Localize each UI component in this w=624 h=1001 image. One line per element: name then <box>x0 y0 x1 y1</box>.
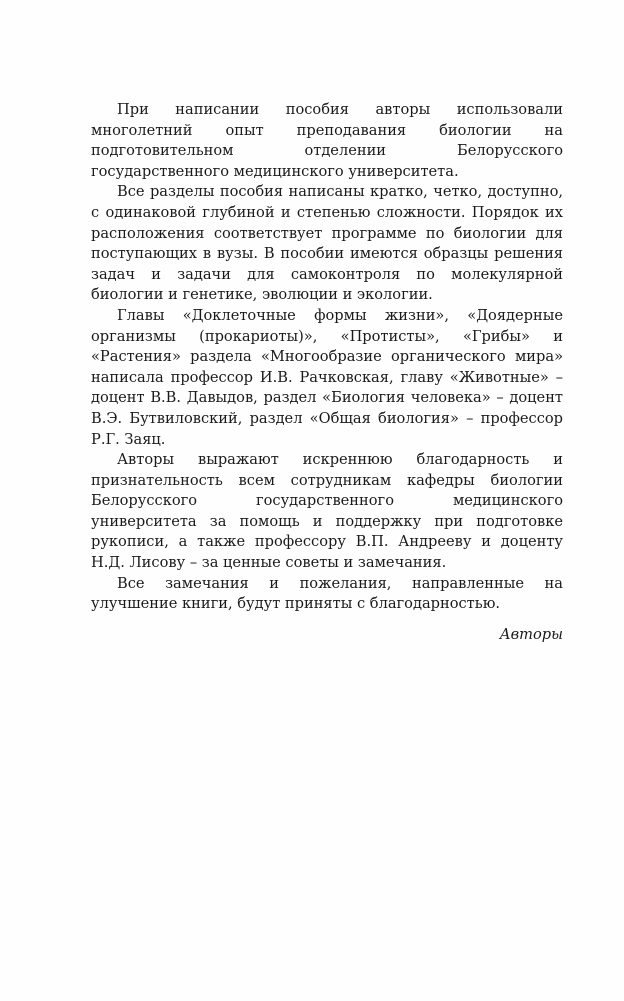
paragraph-feedback: Все замечания и пожелания, направленные на улучшение книги, будут приняты с благодарностью. <box>91 574 563 613</box>
paragraph-sections: Все разделы пособия написаны кратко, четко, доступно, с одинаковой глубиной и степенью сложности. Порядок их расположения соответствует программе по биологии для поступающих в вузы. В пособии имеются образцы решения задач и задачи для самоконтроля по молекулярной биологии и генетике, эволюции и экологии. <box>91 183 563 304</box>
paragraph-authorship: Главы «Доклеточные формы жизни», «Доядерные организмы (прокариоты)», «Протисты», «Грибы» и «Растения» раздела «Многообразие органического мира» написала профессор И.В. Рачковская, главу «Животные» – доцент В.В. Давыдов, раздел «Биология человека» – доцент В.Э. Бутвиловский, раздел «Общая биология» – профессор Р.Г. Заяц. <box>91 306 563 448</box>
preface-text <box>91 100 563 645</box>
authors-signature: Авторы <box>499 625 563 643</box>
paragraph-acknowledgements: Авторы выражают искреннюю благодарность и признательность всем сотрудникам кафедры биологии Белорусского государственного медицинского университета за помощь и поддержку при подготовке рукописи, а также профессору В.П. Андрееву и доценту Н.Д. Лисову – за ценные советы и замечания. <box>91 451 563 572</box>
paragraph-experience: При написании пособия авторы использовали многолетний опыт преподавания биологии на подготовительном отделении Белорусского государственного медицинского университета. <box>91 101 563 180</box>
